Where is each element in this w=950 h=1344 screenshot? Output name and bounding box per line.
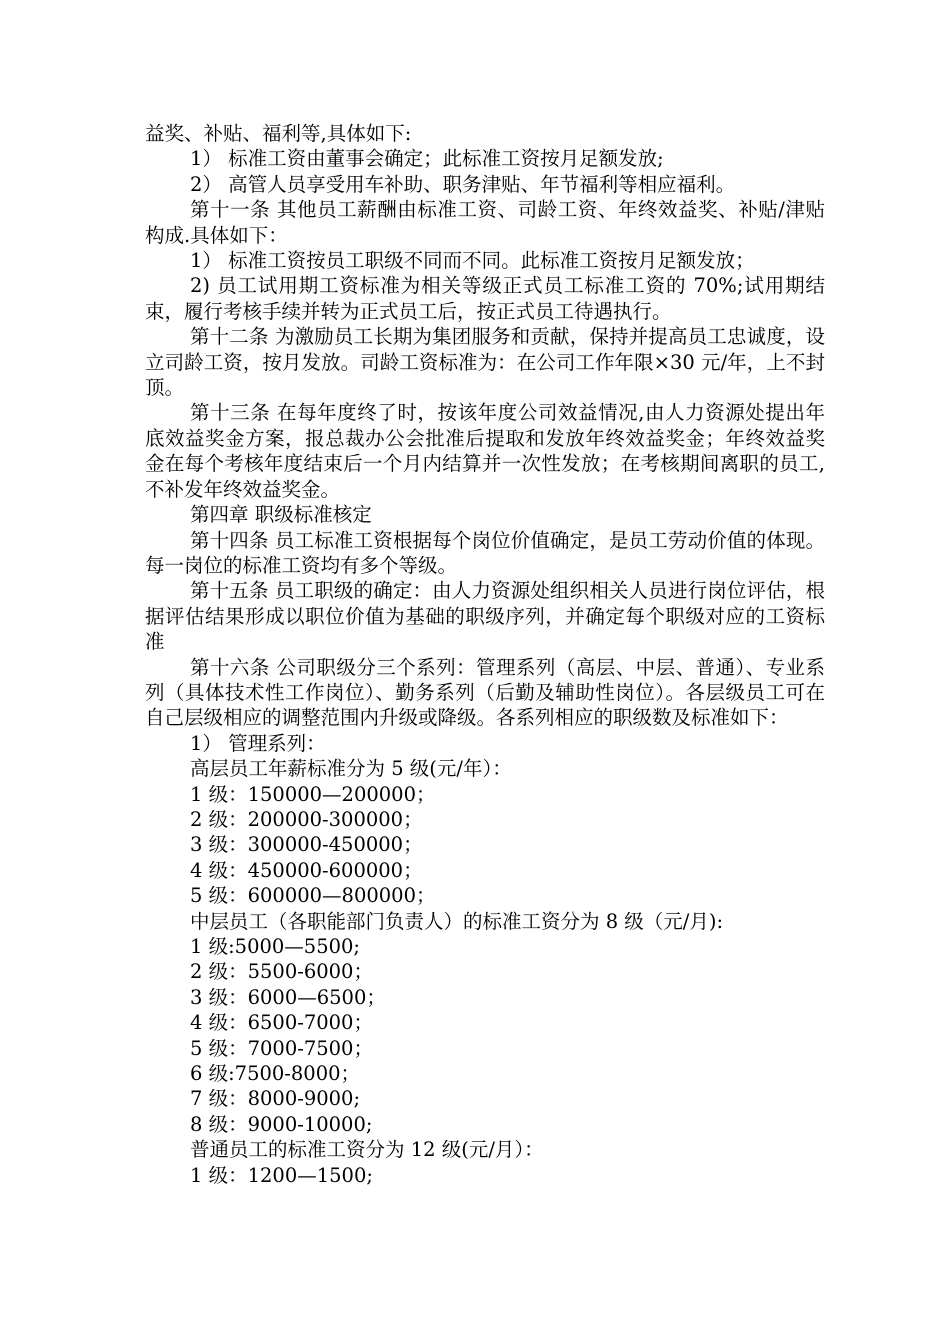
paragraph: 6 级:7500-8000；: [190, 1062, 361, 1086]
paragraph: 4 级：6500-7000；: [190, 1011, 373, 1035]
paragraph: 3 级：6000—6500；: [190, 985, 386, 1009]
paragraph: 1） 标准工资由董事会确定；此标准工资按月足额发放;: [190, 147, 664, 171]
paragraph: 第四章 职级标准核定: [190, 503, 372, 527]
paragraph: 1 级：150000—200000；: [190, 782, 436, 806]
paragraph: 7 级：8000-9000;: [190, 1087, 361, 1111]
paragraph: 4 级：450000-600000；: [190, 858, 423, 882]
paragraph: 1 级:5000—5500;: [190, 935, 360, 958]
paragraph: 益奖、补贴、福利等,具体如下:: [145, 122, 412, 145]
paragraph: 第十二条 为激励员工长期为集团服务和贡献，保持并提高员工忠诚度，设立司龄工资，按月发放。司龄工资标准为：在公司工作年限×30 元/年，上不封顶。: [145, 325, 825, 400]
paragraph: 中层员工（各职能部门负责人）的标准工资分为 8 级（元/月):: [190, 909, 724, 933]
paragraph: 第十六条 公司职级分三个系列：管理系列（高层、中层、普通）、专业系列（具体技术性工作岗位）、勤务系列（后勤及辅助性岗位）。各层级员工可在自己层级相应的调整范围内升级或降级。各系列相应的职级数及标准如下：: [145, 655, 825, 730]
document-page: [145, 121, 825, 1188]
paragraph: 第十三条 在每年度终了时，按该年度公司效益情况,由人力资源处提出年底效益奖金方案，报总裁办公会批准后提取和发放年终效益奖金；年终效益奖金在每个考核年度结束后一个月内结算并一次性发放；在考核期间离职的员工,不补发年终效益奖金。: [145, 401, 825, 501]
paragraph: 第十一条 其他员工薪酬由标准工资、司龄工资、年终效益奖、补贴/津贴构成.具体如下：: [145, 198, 825, 247]
paragraph: 第十五条 员工职级的确定：由人力资源处组织相关人员进行岗位评估，根据评估结果形成以职位价值为基础的职级序列，并确定每个职级对应的工资标准: [145, 579, 825, 654]
paragraph: 1） 标准工资按员工职级不同而不同。此标准工资按月足额发放；: [190, 249, 755, 273]
paragraph: 普通员工的标准工资分为 12 级(元/月）：: [190, 1138, 544, 1162]
paragraph: 2） 高管人员享受用车补助、职务津贴、年节福利等相应福利。: [190, 172, 736, 196]
paragraph: 5 级：600000—800000；: [190, 884, 436, 908]
paragraph: 8 级：9000-10000;: [190, 1112, 373, 1136]
paragraph: 1 级：1200—1500;: [190, 1163, 373, 1187]
paragraph: 3 级：300000-450000；: [190, 833, 423, 857]
paragraph: 1） 管理系列：: [190, 731, 326, 755]
paragraph: 2 级：200000-300000；: [190, 807, 423, 831]
paragraph: 第十四条 员工标准工资根据每个岗位价值确定，是员工劳动价值的体现。每一岗位的标准工资均有多个等级。: [145, 528, 825, 577]
paragraph: 2) 员工试用期工资标准为相关等级正式员工标准工资的 70%;试用期结束，履行考核手续并转为正式员工后，按正式员工待遇执行。: [145, 274, 825, 323]
paragraph: 高层员工年薪标准分为 5 级(元/年）：: [190, 757, 512, 781]
paragraph: 2 级：5500-6000；: [190, 960, 373, 984]
paragraph: 5 级：7000-7500；: [190, 1036, 373, 1060]
